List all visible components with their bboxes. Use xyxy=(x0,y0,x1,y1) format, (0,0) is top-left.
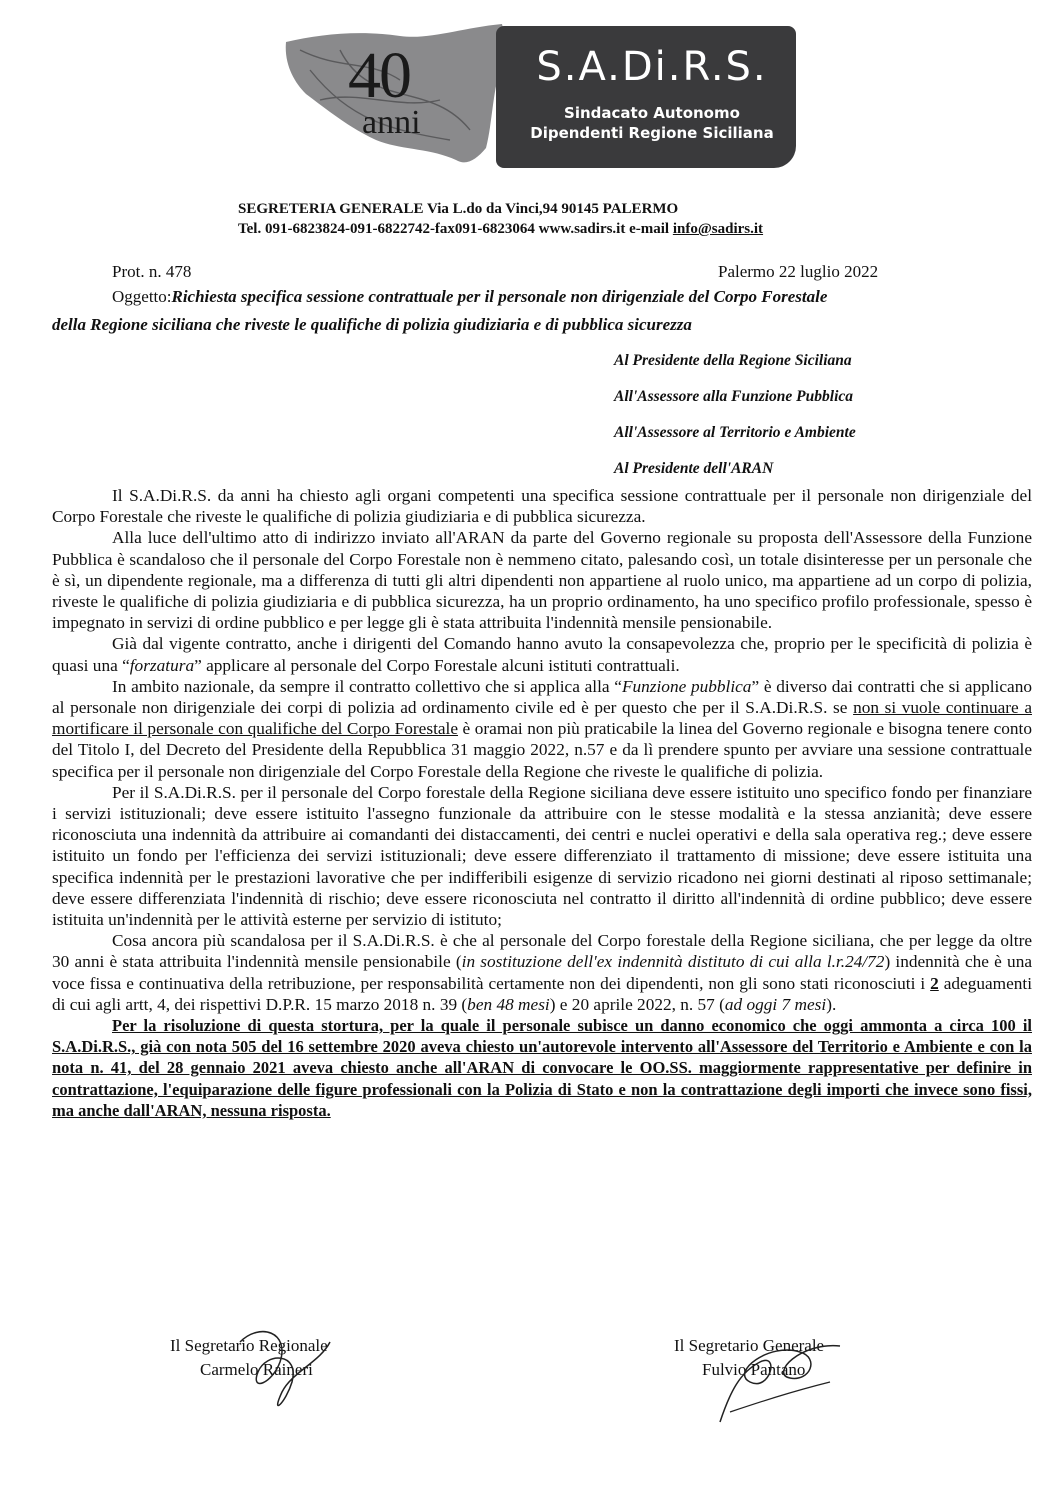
subject-text-1: Richiesta specifica sessione contrattuale per il personale non dirigenziale del Corpo Forestale xyxy=(171,287,828,306)
left-signatory-name: Carmelo Raineri xyxy=(200,1360,313,1379)
subject-text-2: della Regione siciliana che riveste le qualifiche di polizia giudiziaria e di pubblica sicurezza xyxy=(52,315,692,334)
paragraph-4 xyxy=(52,676,1032,782)
subject-label: Oggetto: xyxy=(112,287,172,306)
paragraph-3-text-a: Già dal vigente contratto, anche i dirigenti del Comando hanno avuto la consapevolezza che, proprio per le specificità di polizia è quasi una “ xyxy=(52,634,1032,675)
paragraph-4-text-b: ” è diverso dai contratti che si applicano al personale non dirigenziale dei corpi di polizia ad ordinamento civile ed è per questo che per il S.A.Di.R.S. se xyxy=(52,676,1032,718)
right-signatory-title: Il Segretario Generale xyxy=(674,1336,825,1355)
paragraph-6-number: 2 xyxy=(930,973,939,993)
paragraph-2: Alla luce dell'ultimo atto di indirizzo inviato all'ARAN da parte del Governo regionale su proposta dell'Assessore della Funzione Pubblica è scandaloso che il personale del Corpo Forestale non è nemmeno citato, palesando così, un totale disinteresse per un personale che è sì, un dipendente regionale, ma a differenza di tutti gli altri dipendenti non appartiene al ruolo unico, ma appartiene ad un corpo di polizia, riveste le qualifiche di polizia giudiziaria e di pubblica sicurezza, ha un proprio ordinamento, ha uno specifico profilo professionale, spesso è impegnato in servizi di ordine pubblico e per legge gli è stata attribuita l'indennità mensile pensionabile. xyxy=(52,528,1032,633)
paragraph-6-text-e: ). xyxy=(826,994,837,1014)
paragraph-6-italic-3: ad oggi 7 mesi xyxy=(724,994,827,1014)
logo-subtitle-2: Dipendenti Regione Siciliana xyxy=(530,124,774,142)
paragraph-4-text-a: In ambito nazionale, da sempre il contratto collettivo che si applica alla “ xyxy=(112,676,622,696)
sadirs-logo xyxy=(280,20,800,168)
header-email[interactable]: info@sadirs.it xyxy=(672,221,764,237)
right-signatory-name: Fulvio Pantano xyxy=(702,1360,806,1379)
paragraph-4-text-c: è oramai non più praticabile la linea del Governo regionale e bisogna tenere conto del Titolo I, del Decreto del Presidente della Repubblica 31 maggio 2022, n.57 e da lì prendere spunto per avviare una sessione contrattuale specifica per il personale non dirigenziale del Corpo Forestale della Regione che riveste le qualifiche di polizia. xyxy=(52,719,1032,781)
paragraph-6-text-b: ) indennità che è una voce fissa e continuativa della retribuzione, per responsabilità certamente non dei dipendenti, non gli sono stati riconosciuti i xyxy=(52,952,1033,993)
paragraph-6-text-d: ) e 20 aprile 2022, n. 57 ( xyxy=(549,994,725,1014)
right-signature-scribble xyxy=(700,1322,850,1432)
paragraph-1: Il S.A.Di.R.S. da anni ha chiesto agli organi competenti una specifica sessione contrattuale per il personale non dirigenziale del Corpo Forestale che riveste le qualifiche di polizia giudiziaria e di pubblica sicurezza. xyxy=(52,486,1032,527)
paragraph-3-text-b: ” applicare al personale del Corpo Forestale alcuni istituti contrattuali. xyxy=(194,655,680,675)
paragraph-4-italic: Funzione pubblica xyxy=(621,676,752,696)
recipient-1: Al Presidente della Regione Siciliana xyxy=(614,352,852,369)
left-signature-scribble xyxy=(230,1322,340,1422)
paragraph-6 xyxy=(52,930,1032,1015)
paragraph-6-italic-1: in sostituzione dell'ex indennità distituto di cui alla l.r.24/72 xyxy=(461,952,885,972)
recipient-4: Al Presidente dell'ARAN xyxy=(614,460,774,477)
logo-subtitle-1: Sindacato Autonomo xyxy=(564,104,740,122)
paragraph-4-underlined: non si vuole continuare a mortificare il personale con qualifiche del Corpo Forestale xyxy=(52,698,1032,739)
recipient-3: All'Assessore al Territorio e Ambiente xyxy=(614,424,856,441)
header-contacts xyxy=(238,221,763,238)
header-address: SEGRETERIA GENERALE Via L.do da Vinci,94 90145 PALERMO xyxy=(238,201,679,217)
left-signatory-title: Il Segretario Regionale xyxy=(170,1336,328,1355)
paragraph-5: Per il S.A.Di.R.S. per il personale del Corpo forestale della Regione siciliana deve essere istituito uno specifico fondo per finanziare i servizi istituzionali; deve essere istituito l'assegno funzionale da attribuire con le stesse modalità e la stessa anzianità; deve essere riconosciuta una indennità da attribuire ai comandanti dei distaccamenti, dei centri e nuclei operativi e della sala operativa reg.; deve essere istituito un fondo per l'efficienza dei servizi istituzionali; deve essere differenziato il trattamento di missione; deve essere istituita una specifica indennità per le prestazioni lavorative che per indifferibili esigenze di servizio ricadono nei giorni destinati al riposo settimanale; deve essere differenziata l'indennità di rischio; deve essere riconosciuta nel contratto il diritto all'indennità di ordine pubblico; deve essere istituita un'indennità per le attività esterne per servizio di istituto; xyxy=(52,782,1032,930)
paragraph-6-text-c: adeguamenti di cui agli artt, 4, dei rispettivi D.P.R. 15 marzo 2018 n. 39 ( xyxy=(52,973,1033,1014)
paragraph-6-text-a: Cosa ancora più scandalosa per il S.A.Di.R.S. è che al personale del Corpo forestale della Regione siciliana, che per legge da oltre 30 anni è stata attribuita l'indennità mensile pensionabile ( xyxy=(52,931,1032,972)
paragraph-3-italic: forzatura xyxy=(129,655,195,675)
logo-years: 40 xyxy=(348,39,410,112)
protocol-number: Prot. n. 478 xyxy=(112,262,192,281)
paragraph-6-italic-2: ben 48 mesi xyxy=(467,994,550,1014)
header-phones: Tel. 091-6823824-091-6822742-fax091-6823064 www.sadirs.it e-mail xyxy=(238,221,673,237)
logo-anni: anni xyxy=(362,104,421,141)
recipient-2: All'Assessore alla Funzione Pubblica xyxy=(614,388,854,405)
place-date: Palermo 22 luglio 2022 xyxy=(718,262,879,281)
letter-body xyxy=(52,485,1032,1121)
subject-line xyxy=(112,287,827,307)
paragraph-3 xyxy=(52,633,1032,675)
logo-name: S.A.Di.R.S. xyxy=(536,44,768,90)
paragraph-7: Per la risoluzione di questa stortura, per la quale il personale subisce un danno economico che oggi ammonta a circa 100 il S.A.Di.R.S., già con nota 505 del 16 settembre 2020 aveva chiesto un'autorevole intervento all'Assessore del Territorio e Ambiente e con la nota n. 41, del 28 gennaio 2021 aveva chiesto anche all'ARAN di convocare le OO.SS. maggiormente rappresentative per definire in contrattazione, l'equiparazione delle figure professionali con la Polizia di Stato e non la contrattazione degli importi che invece sono fissi, ma anche dall'ARAN, nessuna risposta. xyxy=(52,1016,1032,1120)
